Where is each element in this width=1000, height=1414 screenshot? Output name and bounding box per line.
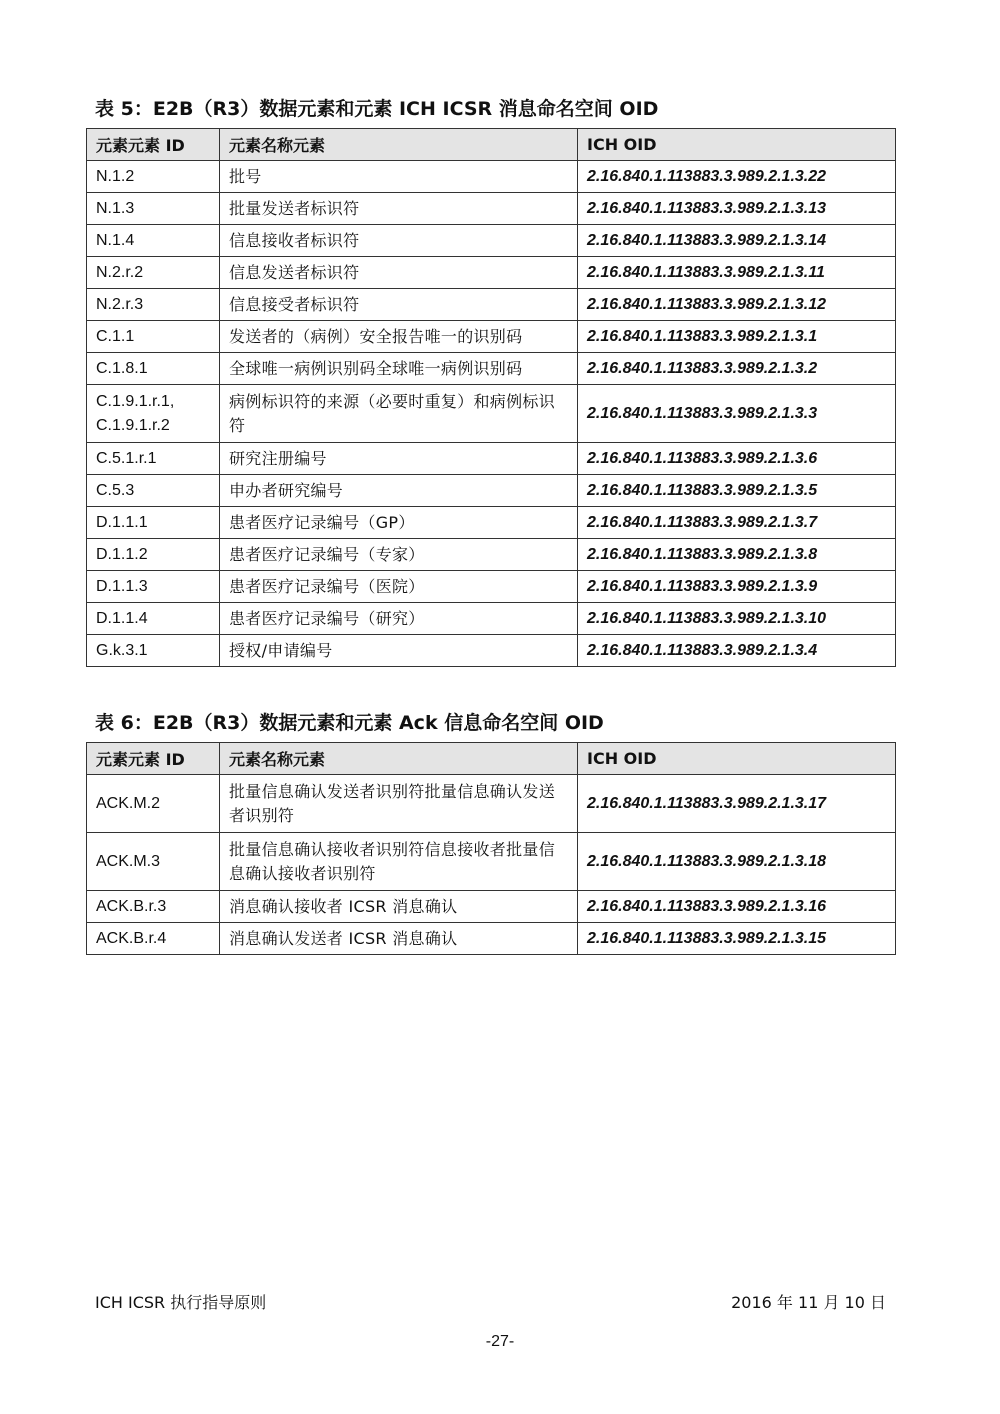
element-name: 批量信息确认接收者识别符信息接收者批量信息确认接收者识别符	[220, 833, 578, 891]
element-id: ACK.B.r.3	[87, 891, 220, 923]
element-id: N.1.2	[87, 161, 220, 193]
table-row	[87, 507, 896, 539]
element-id: D.1.1.2	[87, 539, 220, 571]
ich-oid: 2.16.840.1.113883.3.989.2.1.3.1	[578, 321, 896, 353]
ich-oid: 2.16.840.1.113883.3.989.2.1.3.8	[578, 539, 896, 571]
table5-caption: 表 5：E2B（R3）数据元素和元素 ICH ICSR 消息命名空间 OID	[95, 98, 659, 120]
element-id: N.1.4	[87, 225, 220, 257]
table-row	[87, 775, 896, 833]
header-element-id: 元素元素 ID	[87, 743, 220, 775]
ich-oid: 2.16.840.1.113883.3.989.2.1.3.7	[578, 507, 896, 539]
element-name: 发送者的（病例）安全报告唯一的识别码	[220, 321, 578, 353]
ich-oid: 2.16.840.1.113883.3.989.2.1.3.22	[578, 161, 896, 193]
element-name: 消息确认发送者 ICSR 消息确认	[220, 923, 578, 955]
ich-oid: 2.16.840.1.113883.3.989.2.1.3.16	[578, 891, 896, 923]
element-id: C.1.8.1	[87, 353, 220, 385]
table6-header-row	[87, 743, 896, 775]
element-name: 患者医疗记录编号（医院）	[220, 571, 578, 603]
element-id: D.1.1.3	[87, 571, 220, 603]
table-row	[87, 603, 896, 635]
element-name: 申办者研究编号	[220, 475, 578, 507]
table6	[86, 742, 896, 955]
ich-oid: 2.16.840.1.113883.3.989.2.1.3.13	[578, 193, 896, 225]
element-id: ACK.B.r.4	[87, 923, 220, 955]
ich-oid: 2.16.840.1.113883.3.989.2.1.3.5	[578, 475, 896, 507]
ich-oid: 2.16.840.1.113883.3.989.2.1.3.4	[578, 635, 896, 667]
table-row	[87, 289, 896, 321]
element-name: 授权/申请编号	[220, 635, 578, 667]
element-name: 批号	[220, 161, 578, 193]
footer-document-title: ICH ICSR 执行指导原则	[95, 1293, 267, 1312]
element-name: 患者医疗记录编号（专家）	[220, 539, 578, 571]
ich-oid: 2.16.840.1.113883.3.989.2.1.3.3	[578, 385, 896, 443]
table5	[86, 128, 896, 667]
ich-oid: 2.16.840.1.113883.3.989.2.1.3.12	[578, 289, 896, 321]
table-row	[87, 443, 896, 475]
element-name: 信息接受者标识符	[220, 289, 578, 321]
table-row	[87, 161, 896, 193]
ich-oid: 2.16.840.1.113883.3.989.2.1.3.17	[578, 775, 896, 833]
element-id: C.5.3	[87, 475, 220, 507]
element-id: N.2.r.3	[87, 289, 220, 321]
table-row	[87, 891, 896, 923]
ich-oid: 2.16.840.1.113883.3.989.2.1.3.15	[578, 923, 896, 955]
element-name: 病例标识符的来源（必要时重复）和病例标识符	[220, 385, 578, 443]
header-element-id: 元素元素 ID	[87, 129, 220, 161]
table5-header-row	[87, 129, 896, 161]
table-row	[87, 475, 896, 507]
element-id: ACK.M.2	[87, 775, 220, 833]
element-id: D.1.1.1	[87, 507, 220, 539]
table-row	[87, 257, 896, 289]
element-id: N.1.3	[87, 193, 220, 225]
element-name: 患者医疗记录编号（研究）	[220, 603, 578, 635]
header-element-name: 元素名称元素	[220, 129, 578, 161]
table6-caption: 表 6：E2B（R3）数据元素和元素 Ack 信息命名空间 OID	[95, 712, 604, 734]
element-name: 批量信息确认发送者识别符批量信息确认发送者识别符	[220, 775, 578, 833]
table-row	[87, 385, 896, 443]
ich-oid: 2.16.840.1.113883.3.989.2.1.3.9	[578, 571, 896, 603]
page-number: -27-	[485, 1333, 515, 1350]
table-row	[87, 225, 896, 257]
element-name: 研究注册编号	[220, 443, 578, 475]
element-name: 批量发送者标识符	[220, 193, 578, 225]
header-element-name: 元素名称元素	[220, 743, 578, 775]
table-row	[87, 833, 896, 891]
table-row	[87, 571, 896, 603]
table-row	[87, 923, 896, 955]
ich-oid: 2.16.840.1.113883.3.989.2.1.3.18	[578, 833, 896, 891]
table-row	[87, 539, 896, 571]
table-row	[87, 635, 896, 667]
element-name: 信息接收者标识符	[220, 225, 578, 257]
element-name: 患者医疗记录编号（GP）	[220, 507, 578, 539]
ich-oid: 2.16.840.1.113883.3.989.2.1.3.11	[578, 257, 896, 289]
element-name: 消息确认接收者 ICSR 消息确认	[220, 891, 578, 923]
element-name: 信息发送者标识符	[220, 257, 578, 289]
table-row	[87, 321, 896, 353]
element-id: G.k.3.1	[87, 635, 220, 667]
element-id: ACK.M.3	[87, 833, 220, 891]
header-ich-oid: ICH OID	[578, 743, 896, 775]
ich-oid: 2.16.840.1.113883.3.989.2.1.3.6	[578, 443, 896, 475]
ich-oid: 2.16.840.1.113883.3.989.2.1.3.14	[578, 225, 896, 257]
footer-date: 2016 年 11 月 10 日	[731, 1293, 886, 1312]
table-row	[87, 193, 896, 225]
element-id: D.1.1.4	[87, 603, 220, 635]
ich-oid: 2.16.840.1.113883.3.989.2.1.3.2	[578, 353, 896, 385]
element-id: C.5.1.r.1	[87, 443, 220, 475]
element-id: C.1.1	[87, 321, 220, 353]
ich-oid: 2.16.840.1.113883.3.989.2.1.3.10	[578, 603, 896, 635]
header-ich-oid: ICH OID	[578, 129, 896, 161]
element-id: N.2.r.2	[87, 257, 220, 289]
element-id: C.1.9.1.r.1, C.1.9.1.r.2	[87, 385, 220, 443]
element-name: 全球唯一病例识别码全球唯一病例识别码	[220, 353, 578, 385]
table-row	[87, 353, 896, 385]
